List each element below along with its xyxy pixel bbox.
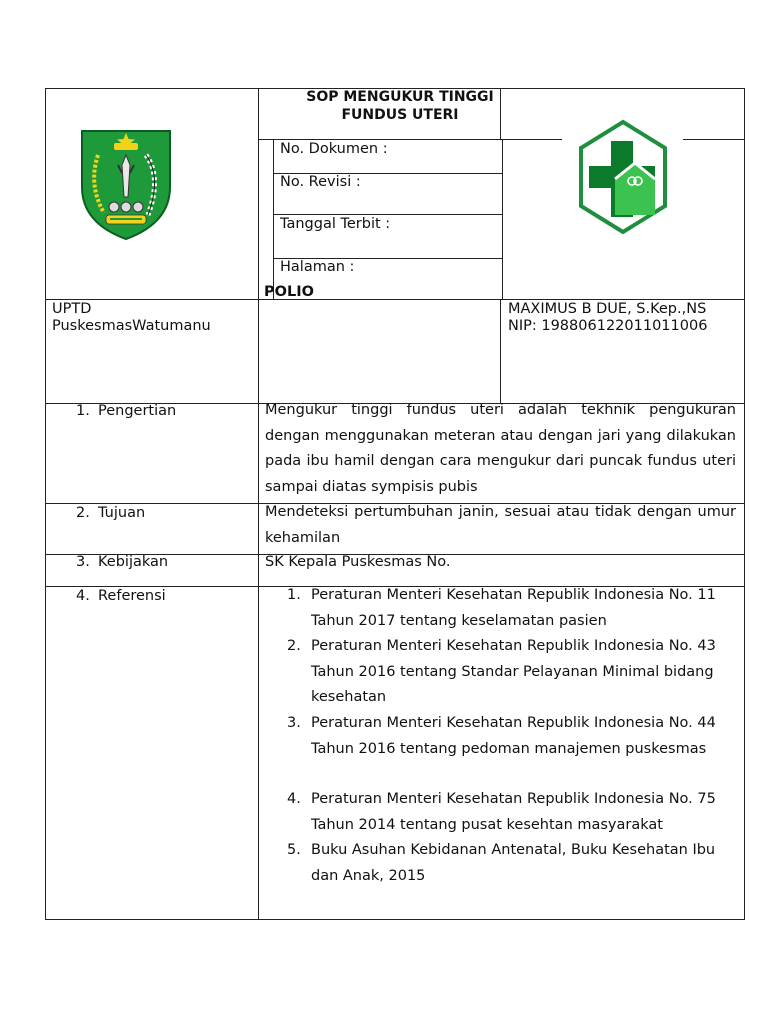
puskesmas-cross-logo	[575, 119, 671, 235]
kabupaten-crest-logo	[78, 125, 174, 241]
list-item-text: Peraturan Menteri Kesehatan Republik Indonesia No. 43 Tahun 2016 tentang Standar Pelayanan Minimal bidang kesehatan	[311, 638, 716, 705]
org-name: PuskesmasWatumanu	[52, 318, 211, 334]
section-number: 1.	[76, 403, 90, 419]
section-number: 3.	[76, 554, 90, 570]
signer-name: MAXIMUS B DUE, S.Kep.,NS	[508, 301, 707, 317]
document-title: SOP MENGUKUR TINGGI FUNDUS UTERI	[306, 89, 494, 123]
revision-label: No. Revisi :	[280, 174, 361, 190]
page-label: Halaman :	[280, 259, 355, 275]
category-label: POLIO	[264, 284, 314, 300]
section-number: 2.	[76, 505, 90, 521]
list-item-number: 3.	[287, 715, 301, 731]
list-item-number: 1.	[287, 587, 301, 603]
section-text-pengertian: Mengukur tinggi fundus uteri adalah tekhnik pengukuran dengan menggunakan meteran atau dengan jari yang dilakukan pada ibu hamil dengan cara mengukur dari puncak fundus uteri sampai diatas sympisis pubis	[265, 402, 736, 495]
list-item-text: Peraturan Menteri Kesehatan Republik Indonesia No. 11 Tahun 2017 tentang keselamatan pasien	[311, 587, 716, 629]
list-item-number: 5.	[287, 842, 301, 858]
section-label-kebijakan: Kebijakan	[98, 554, 169, 570]
doc-number-label: No. Dokumen :	[280, 141, 388, 157]
list-item-text: Peraturan Menteri Kesehatan Republik Indonesia No. 75 Tahun 2014 tentang pusat kesehtan masyarakat	[311, 791, 716, 833]
section-label-tujuan: Tujuan	[98, 505, 146, 521]
section-text-tujuan: Mendeteksi pertumbuhan janin, sesuai atau tidak dengan umur kehamilan	[265, 504, 736, 546]
issue-date-label: Tanggal Terbit :	[280, 216, 391, 232]
list-item-text: Buku Asuhan Kebidanan Antenatal, Buku Kesehatan Ibu dan Anak, 2015	[311, 842, 716, 884]
section-label-referensi: Referensi	[98, 588, 166, 604]
section-text-kebijakan: SK Kepala Puskesmas No.	[265, 554, 451, 570]
signer-nip: NIP: 198806122011011006	[508, 318, 708, 334]
list-item-number: 4.	[287, 791, 301, 807]
org-unit: UPTD	[52, 301, 92, 317]
section-number: 4.	[76, 588, 90, 604]
list-item-number: 2.	[287, 638, 301, 654]
list-item-text: Peraturan Menteri Kesehatan Republik Indonesia No. 44 Tahun 2016 tentang pedoman manajemen puskesmas	[311, 715, 716, 757]
section-label-pengertian: Pengertian	[98, 403, 177, 419]
